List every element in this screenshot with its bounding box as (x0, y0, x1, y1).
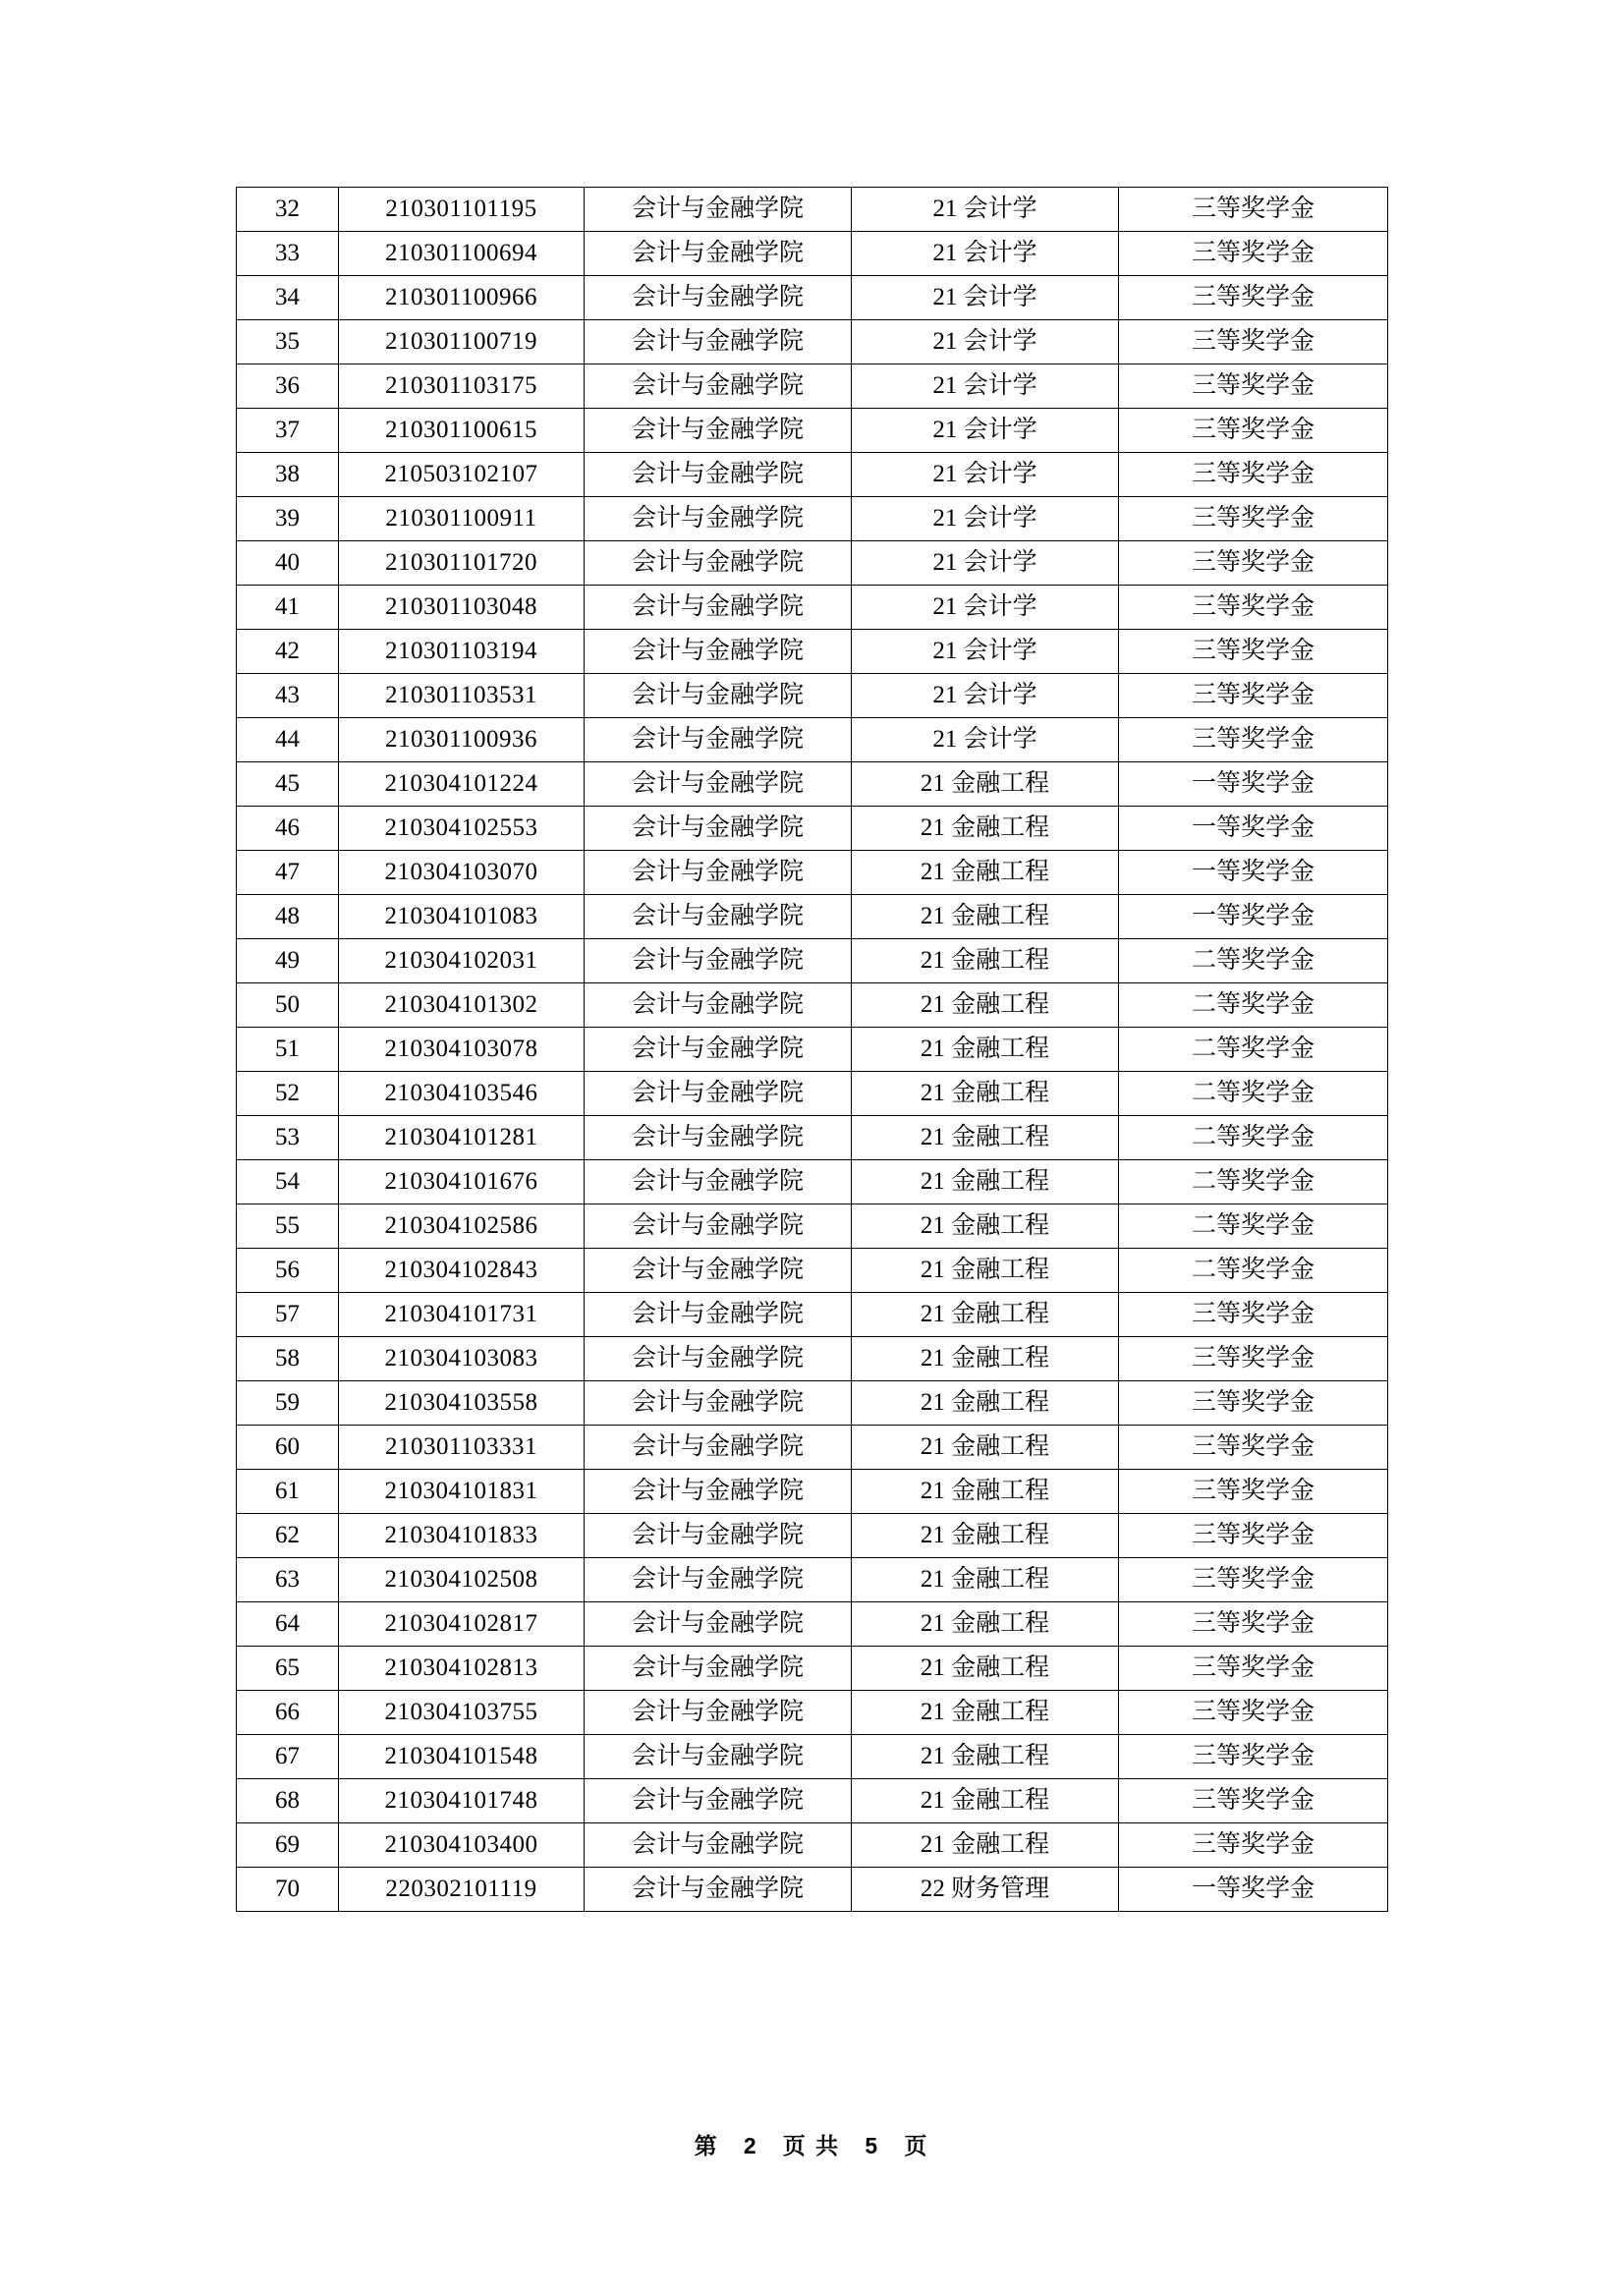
student-id: 210304102843 (339, 1249, 585, 1293)
student-id: 210304103755 (339, 1691, 585, 1735)
row-index: 57 (237, 1293, 339, 1337)
table-row (237, 1116, 1388, 1160)
row-index: 38 (237, 453, 339, 497)
row-index: 63 (237, 1558, 339, 1602)
major-name: 21 会计学 (852, 718, 1119, 762)
student-id: 220302101119 (339, 1868, 585, 1912)
row-index: 54 (237, 1160, 339, 1204)
table-row (237, 1470, 1388, 1514)
student-id: 210304101748 (339, 1779, 585, 1823)
award-level: 三等奖学金 (1119, 320, 1388, 364)
major-name: 21 金融工程 (852, 1558, 1119, 1602)
student-id: 210304101676 (339, 1160, 585, 1204)
scholarship-table-body (237, 188, 1388, 1912)
major-name: 21 金融工程 (852, 1072, 1119, 1116)
student-id: 210304102586 (339, 1204, 585, 1249)
row-index: 42 (237, 630, 339, 674)
award-level: 三等奖学金 (1119, 1558, 1388, 1602)
table-row (237, 1293, 1388, 1337)
table-row (237, 807, 1388, 851)
major-name: 21 会计学 (852, 453, 1119, 497)
award-level: 三等奖学金 (1119, 1337, 1388, 1381)
student-id: 210301103048 (339, 586, 585, 630)
student-id: 210304102817 (339, 1602, 585, 1647)
college-name: 会计与金融学院 (585, 630, 852, 674)
table-row (237, 320, 1388, 364)
row-index: 44 (237, 718, 339, 762)
table-row (237, 1868, 1388, 1912)
table-row (237, 497, 1388, 541)
table-row (237, 1602, 1388, 1647)
table-row (237, 1779, 1388, 1823)
table-row (237, 630, 1388, 674)
college-name: 会计与金融学院 (585, 232, 852, 276)
college-name: 会计与金融学院 (585, 1072, 852, 1116)
college-name: 会计与金融学院 (585, 762, 852, 807)
major-name: 21 金融工程 (852, 1779, 1119, 1823)
row-index: 69 (237, 1823, 339, 1868)
college-name: 会计与金融学院 (585, 1160, 852, 1204)
student-id: 210301100719 (339, 320, 585, 364)
award-level: 三等奖学金 (1119, 364, 1388, 409)
row-index: 37 (237, 409, 339, 453)
major-name: 21 金融工程 (852, 983, 1119, 1028)
award-level: 三等奖学金 (1119, 409, 1388, 453)
award-level: 三等奖学金 (1119, 453, 1388, 497)
student-id: 210304103558 (339, 1381, 585, 1426)
row-index: 67 (237, 1735, 339, 1779)
award-level: 三等奖学金 (1119, 1426, 1388, 1470)
footer-total-pages: 5 (865, 2133, 880, 2158)
major-name: 21 金融工程 (852, 1204, 1119, 1249)
award-level: 二等奖学金 (1119, 1072, 1388, 1116)
major-name: 22 财务管理 (852, 1868, 1119, 1912)
table-row (237, 1381, 1388, 1426)
student-id: 210304103546 (339, 1072, 585, 1116)
student-id: 210301100936 (339, 718, 585, 762)
table-row (237, 1647, 1388, 1691)
row-index: 35 (237, 320, 339, 364)
table-row (237, 1337, 1388, 1381)
student-id: 210304103083 (339, 1337, 585, 1381)
major-name: 21 金融工程 (852, 762, 1119, 807)
student-id: 210301100694 (339, 232, 585, 276)
award-level: 二等奖学金 (1119, 1204, 1388, 1249)
college-name: 会计与金融学院 (585, 1470, 852, 1514)
college-name: 会计与金融学院 (585, 1868, 852, 1912)
major-name: 21 金融工程 (852, 807, 1119, 851)
table-row (237, 1558, 1388, 1602)
college-name: 会计与金融学院 (585, 1691, 852, 1735)
row-index: 70 (237, 1868, 339, 1912)
row-index: 62 (237, 1514, 339, 1558)
award-level: 三等奖学金 (1119, 1647, 1388, 1691)
major-name: 21 会计学 (852, 541, 1119, 586)
row-index: 41 (237, 586, 339, 630)
major-name: 21 会计学 (852, 232, 1119, 276)
table-row (237, 453, 1388, 497)
row-index: 50 (237, 983, 339, 1028)
row-index: 65 (237, 1647, 339, 1691)
table-row (237, 939, 1388, 983)
award-level: 三等奖学金 (1119, 1381, 1388, 1426)
award-level: 三等奖学金 (1119, 1823, 1388, 1868)
major-name: 21 金融工程 (852, 851, 1119, 895)
student-id: 210503102107 (339, 453, 585, 497)
award-level: 三等奖学金 (1119, 718, 1388, 762)
college-name: 会计与金融学院 (585, 718, 852, 762)
row-index: 59 (237, 1381, 339, 1426)
major-name: 21 会计学 (852, 586, 1119, 630)
student-id: 210301103531 (339, 674, 585, 718)
major-name: 21 金融工程 (852, 1691, 1119, 1735)
page-footer (0, 2128, 1623, 2160)
college-name: 会计与金融学院 (585, 320, 852, 364)
major-name: 21 金融工程 (852, 1160, 1119, 1204)
scholarship-table-container (236, 187, 1387, 1912)
table-row (237, 1426, 1388, 1470)
table-row (237, 1072, 1388, 1116)
student-id: 210301103331 (339, 1426, 585, 1470)
row-index: 61 (237, 1470, 339, 1514)
table-row (237, 762, 1388, 807)
student-id: 210304101548 (339, 1735, 585, 1779)
row-index: 33 (237, 232, 339, 276)
award-level: 三等奖学金 (1119, 1470, 1388, 1514)
award-level: 三等奖学金 (1119, 1514, 1388, 1558)
row-index: 34 (237, 276, 339, 320)
college-name: 会计与金融学院 (585, 1426, 852, 1470)
student-id: 210304102553 (339, 807, 585, 851)
row-index: 66 (237, 1691, 339, 1735)
major-name: 21 金融工程 (852, 1602, 1119, 1647)
student-id: 210304102031 (339, 939, 585, 983)
award-level: 一等奖学金 (1119, 807, 1388, 851)
student-id: 210304102813 (339, 1647, 585, 1691)
award-level: 二等奖学金 (1119, 983, 1388, 1028)
footer-middle: 页 共 (782, 2133, 841, 2158)
row-index: 32 (237, 188, 339, 232)
college-name: 会计与金融学院 (585, 1028, 852, 1072)
table-row (237, 364, 1388, 409)
award-level: 三等奖学金 (1119, 1735, 1388, 1779)
table-row (237, 1823, 1388, 1868)
award-level: 二等奖学金 (1119, 1249, 1388, 1293)
major-name: 21 会计学 (852, 276, 1119, 320)
college-name: 会计与金融学院 (585, 807, 852, 851)
award-level: 二等奖学金 (1119, 1028, 1388, 1072)
college-name: 会计与金融学院 (585, 1381, 852, 1426)
row-index: 58 (237, 1337, 339, 1381)
major-name: 21 金融工程 (852, 1028, 1119, 1072)
award-level: 一等奖学金 (1119, 1868, 1388, 1912)
major-name: 21 金融工程 (852, 1381, 1119, 1426)
college-name: 会计与金融学院 (585, 1558, 852, 1602)
row-index: 40 (237, 541, 339, 586)
college-name: 会计与金融学院 (585, 895, 852, 939)
major-name: 21 金融工程 (852, 1823, 1119, 1868)
student-id: 210301103175 (339, 364, 585, 409)
college-name: 会计与金融学院 (585, 541, 852, 586)
major-name: 21 金融工程 (852, 1426, 1119, 1470)
student-id: 210304103078 (339, 1028, 585, 1072)
row-index: 49 (237, 939, 339, 983)
table-row (237, 276, 1388, 320)
student-id: 210304102508 (339, 1558, 585, 1602)
college-name: 会计与金融学院 (585, 1204, 852, 1249)
award-level: 三等奖学金 (1119, 630, 1388, 674)
table-row (237, 895, 1388, 939)
award-level: 一等奖学金 (1119, 762, 1388, 807)
student-id: 210304101302 (339, 983, 585, 1028)
award-level: 二等奖学金 (1119, 1160, 1388, 1204)
award-level: 二等奖学金 (1119, 1116, 1388, 1160)
table-row (237, 232, 1388, 276)
table-row (237, 1204, 1388, 1249)
major-name: 21 金融工程 (852, 1293, 1119, 1337)
major-name: 21 金融工程 (852, 939, 1119, 983)
table-row (237, 1028, 1388, 1072)
student-id: 210304103070 (339, 851, 585, 895)
college-name: 会计与金融学院 (585, 586, 852, 630)
table-row (237, 541, 1388, 586)
college-name: 会计与金融学院 (585, 983, 852, 1028)
award-level: 三等奖学金 (1119, 1293, 1388, 1337)
footer-suffix: 页 (904, 2133, 929, 2158)
major-name: 21 金融工程 (852, 1470, 1119, 1514)
footer-prefix: 第 (694, 2133, 719, 2158)
student-id: 210301100911 (339, 497, 585, 541)
major-name: 21 金融工程 (852, 1514, 1119, 1558)
student-id: 210304101731 (339, 1293, 585, 1337)
table-row (237, 1735, 1388, 1779)
college-name: 会计与金融学院 (585, 1602, 852, 1647)
student-id: 210301101195 (339, 188, 585, 232)
table-row (237, 1249, 1388, 1293)
major-name: 21 会计学 (852, 409, 1119, 453)
major-name: 21 会计学 (852, 497, 1119, 541)
table-row (237, 1691, 1388, 1735)
row-index: 45 (237, 762, 339, 807)
student-id: 210301101720 (339, 541, 585, 586)
award-level: 三等奖学金 (1119, 1602, 1388, 1647)
college-name: 会计与金融学院 (585, 939, 852, 983)
student-id: 210304101281 (339, 1116, 585, 1160)
table-row (237, 188, 1388, 232)
table-row (237, 718, 1388, 762)
college-name: 会计与金融学院 (585, 1823, 852, 1868)
scholarship-table (236, 187, 1388, 1912)
footer-current-page: 2 (743, 2133, 758, 2158)
row-index: 60 (237, 1426, 339, 1470)
college-name: 会计与金融学院 (585, 1293, 852, 1337)
student-id: 210304101831 (339, 1470, 585, 1514)
major-name: 21 金融工程 (852, 1249, 1119, 1293)
award-level: 三等奖学金 (1119, 541, 1388, 586)
row-index: 64 (237, 1602, 339, 1647)
row-index: 52 (237, 1072, 339, 1116)
major-name: 21 会计学 (852, 320, 1119, 364)
row-index: 56 (237, 1249, 339, 1293)
student-id: 210301100966 (339, 276, 585, 320)
award-level: 三等奖学金 (1119, 1779, 1388, 1823)
college-name: 会计与金融学院 (585, 1249, 852, 1293)
college-name: 会计与金融学院 (585, 1647, 852, 1691)
table-row (237, 851, 1388, 895)
row-index: 51 (237, 1028, 339, 1072)
student-id: 210304101224 (339, 762, 585, 807)
major-name: 21 会计学 (852, 630, 1119, 674)
award-level: 一等奖学金 (1119, 895, 1388, 939)
college-name: 会计与金融学院 (585, 188, 852, 232)
major-name: 21 会计学 (852, 188, 1119, 232)
college-name: 会计与金融学院 (585, 409, 852, 453)
award-level: 一等奖学金 (1119, 851, 1388, 895)
table-row (237, 586, 1388, 630)
college-name: 会计与金融学院 (585, 1735, 852, 1779)
major-name: 21 金融工程 (852, 895, 1119, 939)
award-level: 三等奖学金 (1119, 276, 1388, 320)
award-level: 三等奖学金 (1119, 497, 1388, 541)
college-name: 会计与金融学院 (585, 1116, 852, 1160)
table-row (237, 674, 1388, 718)
row-index: 46 (237, 807, 339, 851)
major-name: 21 金融工程 (852, 1735, 1119, 1779)
student-id: 210301100615 (339, 409, 585, 453)
row-index: 39 (237, 497, 339, 541)
table-row (237, 983, 1388, 1028)
student-id: 210301103194 (339, 630, 585, 674)
college-name: 会计与金融学院 (585, 1337, 852, 1381)
student-id: 210304101083 (339, 895, 585, 939)
award-level: 三等奖学金 (1119, 232, 1388, 276)
row-index: 43 (237, 674, 339, 718)
row-index: 47 (237, 851, 339, 895)
college-name: 会计与金融学院 (585, 851, 852, 895)
award-level: 三等奖学金 (1119, 1691, 1388, 1735)
major-name: 21 金融工程 (852, 1337, 1119, 1381)
row-index: 36 (237, 364, 339, 409)
college-name: 会计与金融学院 (585, 674, 852, 718)
award-level: 三等奖学金 (1119, 674, 1388, 718)
college-name: 会计与金融学院 (585, 364, 852, 409)
row-index: 68 (237, 1779, 339, 1823)
row-index: 48 (237, 895, 339, 939)
award-level: 三等奖学金 (1119, 586, 1388, 630)
row-index: 53 (237, 1116, 339, 1160)
college-name: 会计与金融学院 (585, 497, 852, 541)
student-id: 210304103400 (339, 1823, 585, 1868)
student-id: 210304101833 (339, 1514, 585, 1558)
major-name: 21 会计学 (852, 674, 1119, 718)
award-level: 二等奖学金 (1119, 939, 1388, 983)
table-row (237, 1514, 1388, 1558)
college-name: 会计与金融学院 (585, 453, 852, 497)
row-index: 55 (237, 1204, 339, 1249)
table-row (237, 1160, 1388, 1204)
major-name: 21 金融工程 (852, 1647, 1119, 1691)
major-name: 21 金融工程 (852, 1116, 1119, 1160)
college-name: 会计与金融学院 (585, 1779, 852, 1823)
major-name: 21 会计学 (852, 364, 1119, 409)
college-name: 会计与金融学院 (585, 1514, 852, 1558)
table-row (237, 409, 1388, 453)
college-name: 会计与金融学院 (585, 276, 852, 320)
award-level: 三等奖学金 (1119, 188, 1388, 232)
